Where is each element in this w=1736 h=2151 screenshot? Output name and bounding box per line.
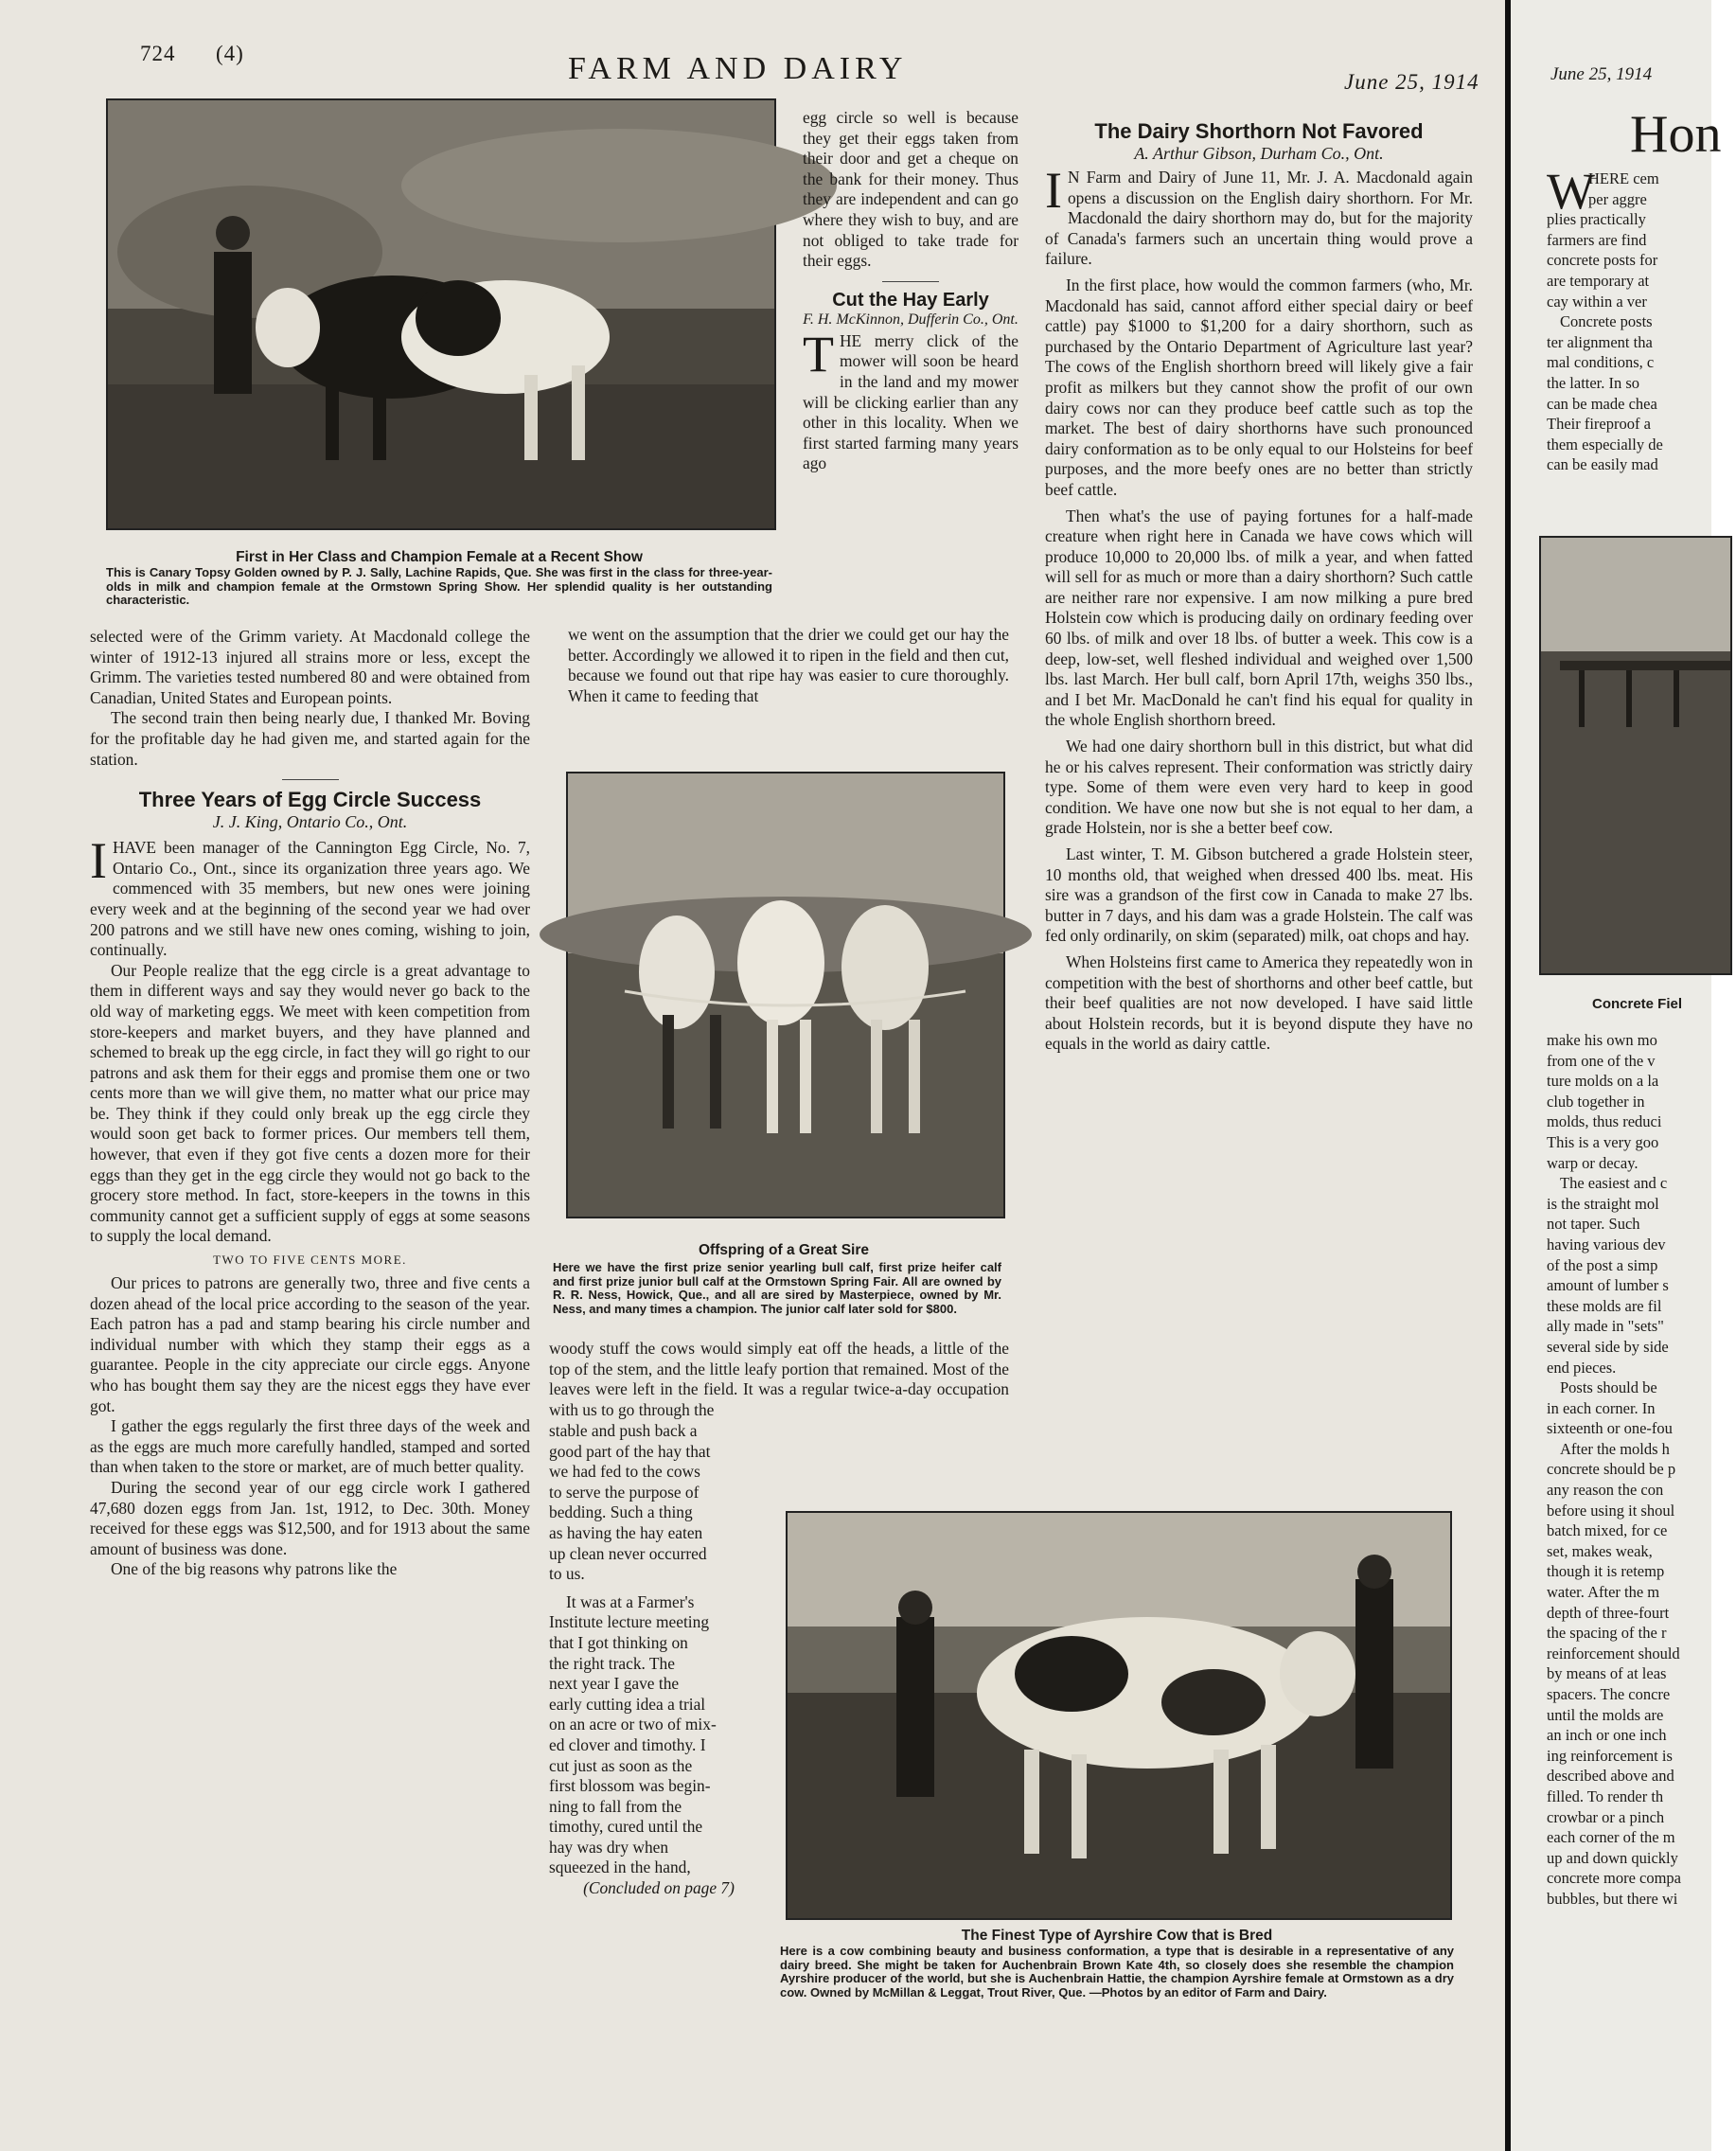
text-line: filled. To render th [1547,1787,1664,1805]
shorthorn-article-title: The Dairy Shorthorn Not Favored [1094,119,1424,143]
next-page-photo-caption: Concrete Fiel [1592,996,1683,1012]
hay-article-narrow [549,1421,769,1899]
text-line: ally made in "sets" [1547,1317,1664,1336]
hay-article-title: Cut the Hay Early [832,289,989,311]
text-line: sixteenth or one-fou [1547,1419,1673,1438]
text-line: ter alignment tha [1547,332,1653,351]
text-line: It was at a Farmer's [566,1591,695,1611]
egg-article-lead: HAVE been manager of the Cannington Egg Circle, No. 7, Ontario Co., Ont., since its organization three years ago. We commenced with 35 members, but new ones were joining every week and at the beginning of the second year we had over 200 patrons and we still have new ones coming, wishing to join, continually. [90,838,530,960]
hay-article-byline: F. H. McKinnon, Dufferin Co., Ont. [803,311,1019,328]
text-line: squeezed in the hand, [549,1858,691,1877]
shorthorn-article-lead: N Farm and Dairy of June 11, Mr. J. A. Macdonald again opens a discussion on the English dairy shorthorn. For Mr. Macdonald the dairy shorthorn may do, but for the majority of Canada's farmers such an uncertain thing would prove a failure. [1045,168,1473,269]
next-page-photo [1539,536,1732,975]
text-line: concrete should be p [1547,1460,1676,1479]
text-line: good part of the hay that [549,1441,711,1461]
egg-article-paragraph-4: I gather the eggs regularly the first three days of the week and as the eggs are much more carefully handled, stamped and sorted than when taken to the store or market, are of much better quality. [90,1416,530,1477]
text-line: are temporary at [1547,271,1650,290]
text-line: spacers. The concre [1547,1685,1671,1703]
shorthorn-article-byline: A. Arthur Gibson, Durham Co., Ont. [1134,144,1384,163]
text-line: hay was dry when [549,1837,669,1857]
text-line: not taper. Such [1547,1215,1640,1234]
text-line: ning to fall from the [549,1796,682,1816]
text-line: Concrete posts [1560,312,1653,331]
text-line: having various dev [1547,1235,1666,1253]
photo3-caption: Here is a cow combining beauty and business conformation, a type that is desirable in a representative of any dairy breed. She might be taken for Auchenbrain Brown Kate 4th, so closely does she resemble the champion Ayrshire producer of the world, but she is Auchenbrain Hattie, the champion Ayrshire female at Ormstown as a dry cow. Owned by McMillan & Leggat, Trout River, Que. —Photos by an editor of Farm and Dairy. [780,1944,1454,2000]
photo2-caption: Here we have the first prize senior yearling bull calf, first prize heifer calf and first prize junior bull calf at the Ormstown Spring Fair. All are owned by R. R. Ness, Howick, Que., and all are sired by Masterpiece, owned by Mr. Ness, and many times a champion. The junior calf later sold for $800. [553,1260,1001,1316]
text-line: This is a very goo [1547,1132,1659,1151]
text-line: described above and [1547,1767,1674,1786]
text-line: is the straight mol [1547,1194,1659,1213]
photo1-title: First in Her Class and Champion Female at a Recent Show [236,549,643,565]
column-two-top [803,108,1019,474]
shorthorn-article-dropcap: I [1045,162,1062,219]
text-line: make his own mo [1547,1031,1657,1049]
text-line: batch mixed, for ce [1547,1521,1668,1540]
text-line: until the molds are [1547,1705,1664,1724]
text-line: per aggre [1588,189,1647,208]
shorthorn-article-paragraph-4: We had one dairy shorthorn bull in this district, but what did he or his calves represent. Their conformation was strictly dairy type. Some of them were even very hard to keep in good condition. We have one now but she is not equal to her dam, a grade Holstein, nor is she a better beef cow. [1045,737,1473,838]
text-line: of the post a simp [1547,1255,1658,1274]
text-line: early cutting idea a trial [549,1694,706,1714]
text-line: can be made chea [1547,394,1657,413]
text-line: concrete posts for [1547,251,1658,270]
text-line: to serve the purpose of [549,1482,700,1502]
egg-article-paragraph-6: One of the big reasons why patrons like the [111,1559,398,1579]
text-line: bubbles, but there wi [1547,1889,1678,1908]
egg-article-paragraph-3: Our prices to patrons are generally two, three and five cents a dozen ahead of the local price according to the season of the year. Each patron has a pad and stamp bearing his circle number and individual number with which they stamp their eggs as a guarantee. People in the city appreciate our circle eggs. Anyone who has bought them say they are the nicest eggs they have ever got. [90,1273,530,1415]
egg-article-continued: egg circle so well is because they get their eggs taken from their door and get a cheque on the bank for their money. Thus they are independent and can go where they wish to buy, and are not obliged to take trade for their eggs. [803,108,1019,271]
text-line: depth of three-fourt [1547,1603,1670,1622]
text-line: warp or decay. [1547,1153,1639,1172]
text-line: several side by side [1547,1337,1669,1356]
header-date: June 25, 1914 [1344,70,1479,94]
egg-article-subhead: TWO TO FIVE CENTS MORE. [213,1253,407,1268]
text-line: to us. [549,1564,585,1584]
text-line: water. After the m [1547,1583,1660,1602]
hay-article-dropcap: T [803,325,834,382]
hay-article-paragraph-3: woody stuff the cows would simply eat off the heads, a little of the top of the stem, and the little leafy portion that remained. Most of the leaves were left in the field. It was a regular twice-a-day occupation with us to go through the [549,1339,1009,1419]
text-line: next year I gave the [549,1674,680,1694]
cow-photo-illustration [108,100,774,528]
text-line: set, makes weak, [1547,1541,1653,1560]
text-line: cut just as soon as the [549,1755,693,1775]
fence-post-photo-illustration [1541,538,1730,973]
intro-paragraph-1: selected were of the Grimm variety. At Macdonald college the winter of 1912-13 injured all strains more or less, except the Grimm. The varieties tested numbered 80 and were obtained from Canadian, United States and European points. [90,627,530,707]
text-line: end pieces. [1547,1358,1617,1377]
text-line: though it is retemp [1547,1562,1665,1581]
egg-article-dropcap: I [90,832,107,890]
text-line: stable and push back a [549,1421,698,1440]
text-line: up and down quickly [1547,1848,1678,1867]
page-number: 724 [140,42,176,65]
text-line: these molds are fil [1547,1296,1662,1315]
hay-article-lead: HE merry click of the mower will soon be heard in the land and my mower will be clicking earlier than any other in this locality. When we first started farming many years ago [803,330,1019,473]
next-page-dropcap: W [1547,163,1595,220]
text-line: them especially de [1547,435,1663,453]
ayrshire-photo-illustration [788,1513,1450,1918]
next-page-heading: Hon [1630,105,1722,164]
text-line: The easiest and c [1560,1174,1668,1193]
text-line: After the molds h [1560,1439,1670,1458]
shorthorn-article-paragraph-6: When Holsteins first came to America they repeatedly won in competition with the best of shorthorns and other beef cattle, but their beef qualities are not now developed. I have said little about Holstein records, but it is beyond dispute they have no equals in the world as dairy cattle. [1045,951,1473,1054]
text-line: ture molds on a la [1547,1072,1659,1091]
hay-article-upper [568,625,1009,706]
text-line: that I got thinking on [549,1632,688,1652]
text-line: first blossom was begin- [549,1776,711,1796]
text-line: on an acre or two of mix- [549,1715,717,1734]
text-line: HERE cem [1588,169,1659,187]
masthead: FARM AND DAIRY [568,51,908,86]
shorthorn-article-paragraph-3: Then what's the use of paying fortunes for a half-made creature when right here in Canada we have cows which will produce 10,000 to 20,000 lbs. of milk a year, and when fatted will sell for as much or more than a dairy shorthorn? Such cattle are neither rare nor expensive. I am now milking a pure bred Holstein cow which is producing daily on ordinary feeding over 60 lbs. of milk and over 18 lbs. of butter a week. This cow is a deep, low-set, well fleshed individual and weighed over 1,500 lbs. last March. Her bull calf, born April 17th, weighs 350 lbs., and I bet Mr. MacDonald he can't find his equal for quality in the whole English shorthorn breed. [1045,506,1473,730]
column-three [1045,119,1473,1055]
text-line: crowbar or a pinch [1547,1807,1665,1826]
calves-photo-illustration [568,773,1003,1217]
text-line: as having the hay eaten [549,1522,703,1542]
text-line: plies practically [1547,210,1646,229]
text-line: club together in [1547,1092,1645,1111]
column-one [90,627,530,1580]
egg-article-byline: J. J. King, Ontario Co., Ont. [212,812,408,832]
text-line: up clean never occurred [549,1543,707,1563]
shorthorn-article-paragraph-5: Last winter, T. M. Gibson butchered a grade Holstein steer, 10 months old, that weighed when dressed 400 lbs. meat. His sire was a grandson of the first cow in Canada to make 27 lbs. butter in 7 days, and his dam was a grade Holstein. The calf was fed only ordinarily, on skim (separated) milk, oat chops and hay. [1045,844,1473,946]
hay-article-lower [549,1339,1009,1420]
text-line: the latter. In so [1547,373,1640,392]
issue-number: (4) [216,42,244,65]
text-line: concrete more compa [1547,1869,1682,1888]
egg-article-title: Three Years of Egg Circle Success [138,788,482,812]
photo-great-sire-offspring [566,772,1005,1218]
hay-article-paragraph-2: we went on the assumption that the drier we could get our hay the better. Accordingly we allowed it to ripen in the field and then cut, because we found out that ripe hay was easier to cure thoroughly. When it came to feeding that [568,625,1009,705]
text-line: Institute lecture meeting [549,1612,710,1632]
text-line: mal conditions, c [1547,353,1655,372]
text-line: ing reinforcement is [1547,1746,1673,1765]
next-page-date: June 25, 1914 [1550,64,1653,84]
text-line: can be easily mad [1547,455,1658,474]
text-line: bedding. Such a thing [549,1502,693,1522]
next-page-text-b [1547,1030,1736,1910]
text-line: we had fed to the cows [549,1462,700,1482]
photo3-title: The Finest Type of Ayrshire Cow that is Bred [961,1928,1273,1944]
text-line: each corner of the m [1547,1828,1675,1847]
next-page-text-a [1547,163,1736,475]
photo-champion-heifer [106,98,776,530]
text-line: an inch or one inch [1547,1726,1667,1745]
text-line: by means of at leas [1547,1664,1667,1683]
concluded-note: (Concluded on page 7) [583,1878,735,1898]
next-page-edge [1511,0,1722,2151]
photo-ayrshire-cow [786,1511,1452,1920]
text-line: before using it shoul [1547,1501,1675,1520]
divider [882,281,939,282]
text-line: from one of the v [1547,1051,1656,1070]
text-line: the right track. The [549,1653,675,1673]
shorthorn-article-paragraph-2: In the first place, how would the common farmers (who, Mr. Macdonald has said, cannot afford either special dairy or beef cattle) pay $1000 to $1,200 for a dairy shorthorn, such as purchased by the Ontario Department of Agriculture last year? The cows of the English shorthorn breed will likely give a fair profit as milkers but they cannot show the profit of our own dairy cows nor can they produce beef cattle such as top the market. The best of dairy shorthorns have such pronounced dairy conformation as to be only equal to our Holsteins for beef purposes, and the more beefy ones are no better than strictly beef cattle. [1045,275,1473,499]
text-line: timothy, cured until the [549,1817,703,1837]
text-line: cay within a ver [1547,292,1647,311]
text-line: the spacing of the r [1547,1624,1667,1643]
divider [282,779,339,780]
egg-article-paragraph-5: During the second year of our egg circle work I gathered 47,680 dozen eggs from Jan. 1st, 1912, to Dec. 30th. Money received for these eggs was $12,500, and for 1913 about the same amount of business was done. [90,1477,530,1558]
text-line: any reason the con [1547,1481,1664,1500]
text-line: Posts should be [1560,1378,1657,1397]
photo2-title: Offspring of a Great Sire [698,1242,869,1258]
text-line: molds, thus reduci [1547,1112,1662,1131]
text-line: farmers are find [1547,230,1647,249]
text-line: reinforcement should [1547,1644,1680,1662]
egg-article-paragraph-2: Our People realize that the egg circle is a great advantage to them in different ways and say they would never go back to the old way of marketing eggs. We meet with keen competition from store-keepers and market buyers, and they have planned and schemed to break up the egg circle, in fact they will go right to our patrons and ask them for their eggs and promise them one or two cents more than we will give them, no matter what our price may be. They think if they could only break up the egg circle they would soon get back to former prices. Our members tell them, however, that even if they got five cents a dozen more for their eggs than they get in the egg circle they would not go back to the grocery store method. In fact, store-keepers in the towns in this community cannot get a sufficient supply of eggs at some seasons to supply the local demand. [90,960,530,1246]
text-line: in each corner. In [1547,1398,1656,1417]
text-line: ed clover and timothy. I [549,1734,706,1754]
photo1-caption: This is Canary Topsy Golden owned by P. J. Sally, Lachine Rapids, Que. She was first in the class for three-year-olds in milk and champion female at the Ormstown Spring Show. Her splendid quality is her outstanding characteristic. [106,565,772,607]
text-line: Their fireproof a [1547,415,1651,434]
text-line: amount of lumber s [1547,1276,1669,1295]
intro-paragraph-2: The second train then being nearly due, I thanked Mr. Boving for the profitable day he had given me, and started again for the station. [90,708,530,769]
